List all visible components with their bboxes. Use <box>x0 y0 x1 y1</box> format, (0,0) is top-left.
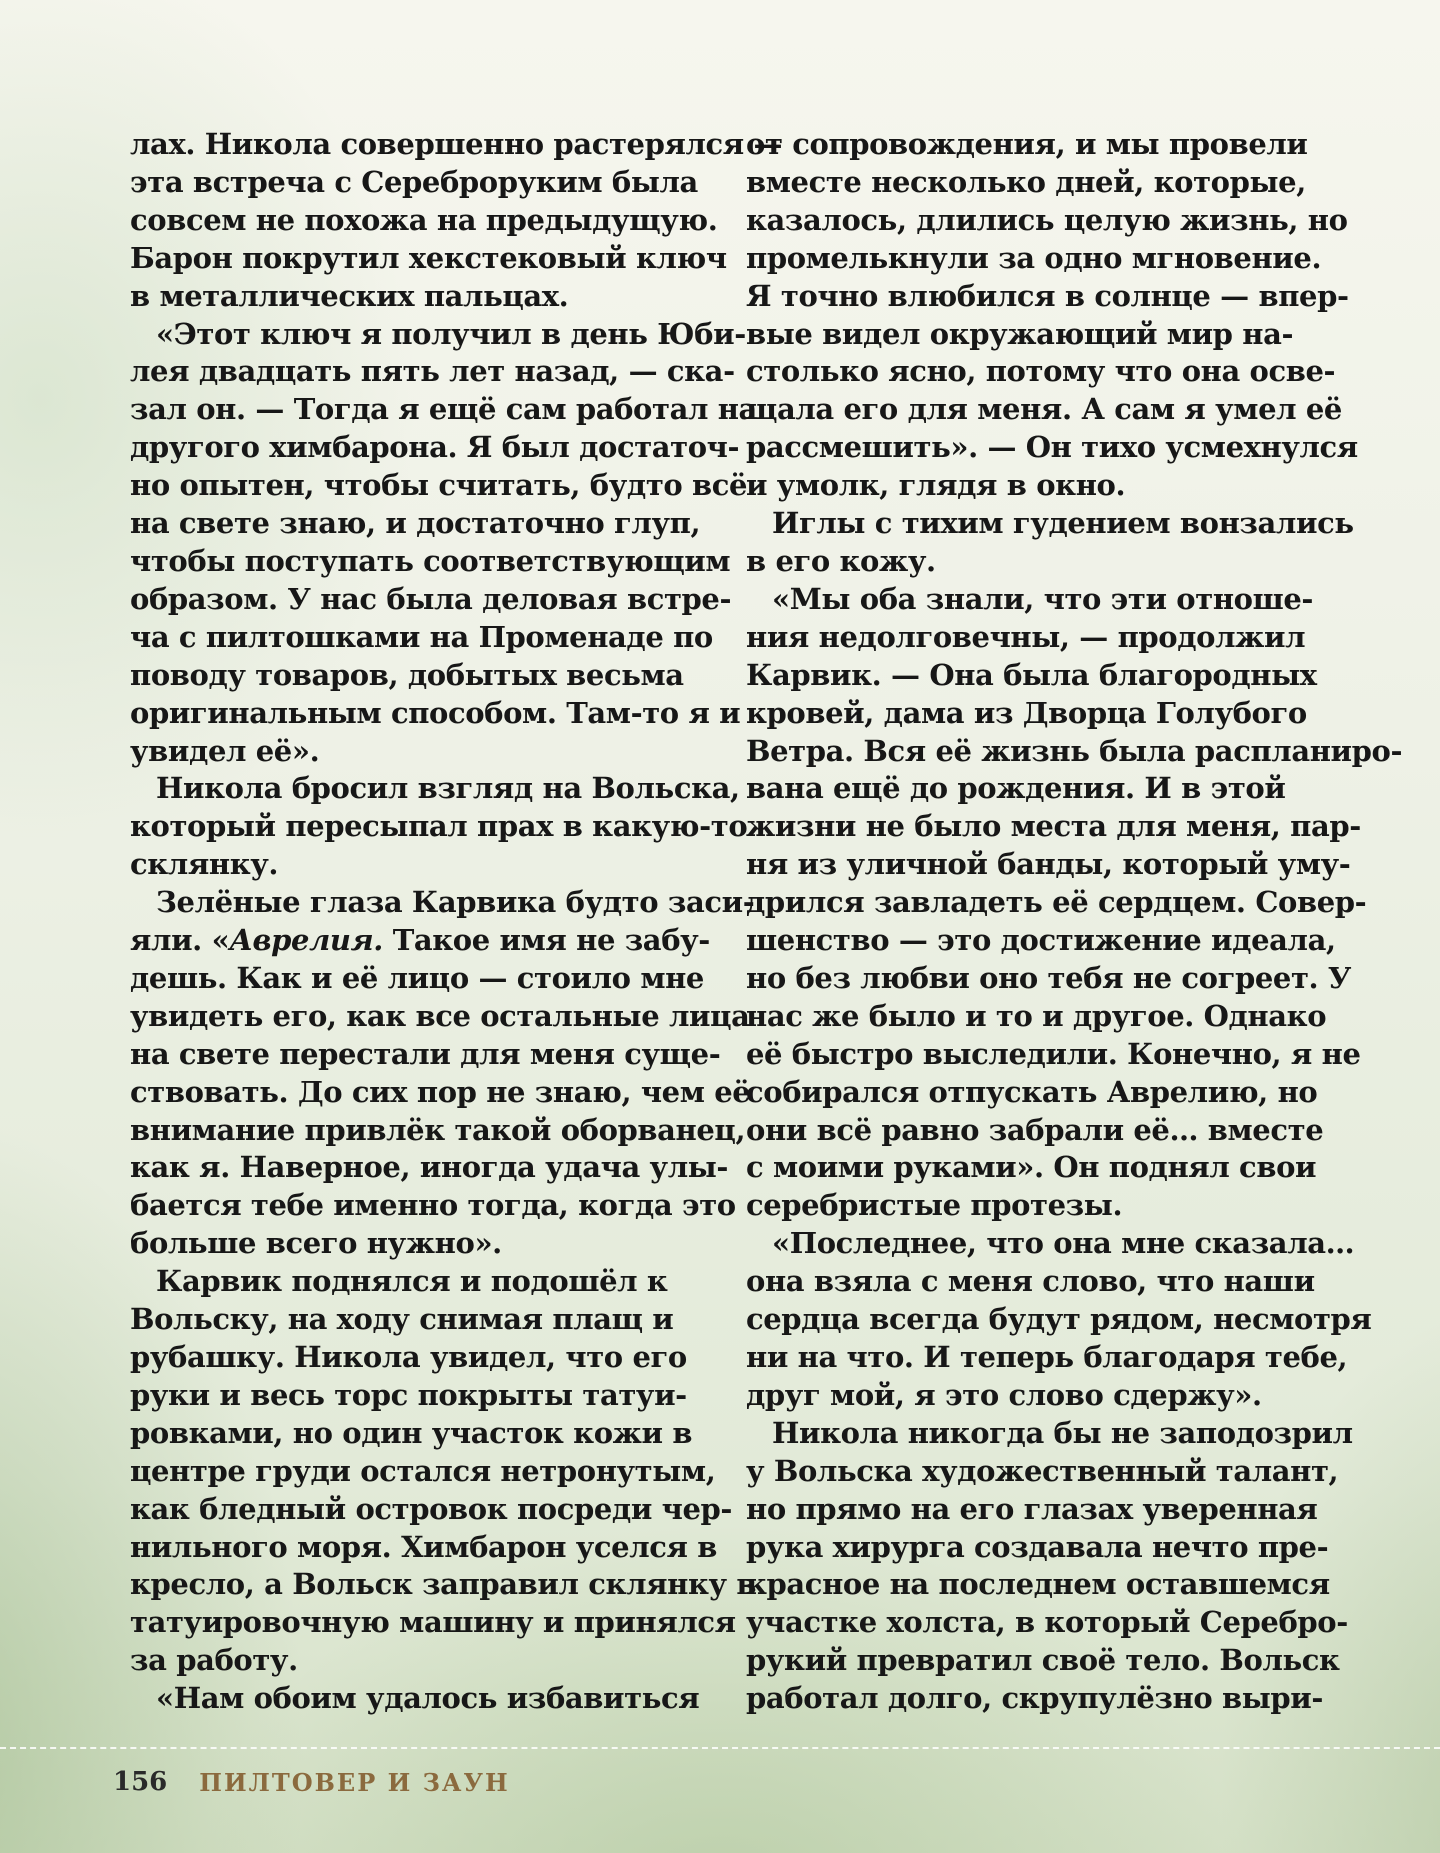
text-line: Карвик поднялся и подошёл к <box>156 1264 668 1299</box>
text-line: собирался отпускать Аврелию, но <box>746 1074 1318 1109</box>
text-line: татуировочную машину и принялся <box>130 1605 736 1640</box>
text-line: внимание привлёк такой оборванец, <box>130 1112 746 1147</box>
text-line: вана ещё до рождения. И в этой <box>746 771 1286 806</box>
text-line: красное на последнем оставшемся <box>746 1567 1330 1602</box>
text-line: на свете знаю, и достаточно глуп, <box>130 506 701 541</box>
text-line: центре груди остался нетронутым, <box>130 1453 716 1488</box>
text-line: щала его для меня. А сам я умел её <box>746 392 1342 427</box>
text-line: ни на что. И теперь благодаря тебе, <box>746 1340 1348 1374</box>
text-line: Иглы с тихим гудением вонзались <box>772 506 1354 541</box>
text-line: столько ясно, потому что она осве- <box>746 354 1336 389</box>
right-text-column <box>746 126 1403 1718</box>
text-line: «Последнее, что она мне сказала… <box>772 1226 1355 1261</box>
text-line: серебристые протезы. <box>746 1188 1123 1223</box>
text-line: другого химбарона. Я был достаточ- <box>130 430 740 465</box>
text-line: ровками, но один участок кожи в <box>130 1415 693 1450</box>
text-line: бается тебе именно тогда, когда это <box>130 1188 736 1223</box>
text-line: на свете перестали для меня суще- <box>130 1036 721 1071</box>
page-number: 156 <box>113 1767 168 1797</box>
text-line: кровей, дама из Дворца Голубого <box>746 695 1307 730</box>
text-line: нас же было и то и другое. Однако <box>746 998 1327 1033</box>
text-line: нильного моря. Химбарон уселся в <box>130 1529 717 1564</box>
text-line: она взяла с меня слово, что наши <box>746 1264 1315 1299</box>
text-line: дешь. Как и её лицо — стоило мне <box>130 960 704 995</box>
text-line: промелькнули за одно мгновение. <box>746 240 1322 275</box>
text-line: Вольску, на ходу снимая плащ и <box>130 1302 674 1337</box>
text-line: ствовать. До сих пор не знаю, чем её <box>130 1074 751 1109</box>
page-footer <box>113 1765 510 1799</box>
text-line: но без любви оно тебя не согреет. У <box>746 960 1352 995</box>
text-line: Карвик. — Она была благородных <box>746 657 1317 692</box>
text-line: у Вольска художественный талант, <box>746 1453 1339 1488</box>
text-line: как бледный островок посреди чер- <box>130 1491 733 1526</box>
text-line: ча с пилтошками на Променаде по <box>130 619 713 654</box>
text-line: эта встреча с Сереброруким была <box>130 164 698 199</box>
text-line: Никола никогда бы не заподозрил <box>772 1415 1353 1450</box>
text-line: и умолк, глядя в окно. <box>746 468 1126 503</box>
italic-name: Аврелия. <box>229 923 383 958</box>
left-text-column <box>130 126 783 1718</box>
text-line: Я точно влюбился в солнце — впер- <box>746 278 1349 313</box>
text-line: увидеть его, как все остальные лица <box>130 998 750 1033</box>
text-line: дрился завладеть её сердцем. Совер- <box>746 885 1367 920</box>
text-line: как я. Наверное, иногда удача улы- <box>130 1150 729 1185</box>
text-line: лея двадцать пять лет назад, — ска- <box>130 354 735 389</box>
text-line: в его кожу. <box>746 543 936 578</box>
text-line: Никола бросил взгляд на Вольска, <box>156 771 740 806</box>
running-title: ПИЛТОВЕР И ЗАУН <box>199 1767 510 1797</box>
text-fragment: Такое имя не забу- <box>383 923 710 958</box>
text-line: склянку. <box>130 847 279 882</box>
text-line: руки и весь торс покрыты татуи- <box>130 1377 687 1412</box>
text-line: Барон покрутил хекстековый ключ <box>130 240 727 275</box>
text-line: лах. Никола совершенно растерялся — <box>130 127 783 161</box>
text-line: друг мой, я это слово сдержу». <box>746 1377 1262 1412</box>
text-line: рубашку. Никола увидел, что его <box>130 1340 687 1374</box>
text-line: за работу. <box>130 1643 298 1678</box>
text-line: вместе несколько дней, которые, <box>746 164 1306 199</box>
text-line: с моими руками». Он поднял свои <box>746 1150 1317 1185</box>
text-line: её быстро выследили. Конечно, я не <box>746 1036 1361 1071</box>
text-line: ния недолговечны, — продолжил <box>746 619 1306 654</box>
text-line: в металлических пальцах. <box>130 278 569 313</box>
text-line <box>130 922 710 960</box>
text-line: ня из уличной банды, который уму- <box>746 847 1351 882</box>
text-line: Ветра. Вся её жизнь была распланиро- <box>746 733 1403 768</box>
text-line: они всё равно забрали её… вместе <box>746 1112 1324 1147</box>
text-line: зал он. — Тогда я ещё сам работал на <box>130 392 757 427</box>
text-line: «Этот ключ я получил в день Юби- <box>156 316 746 351</box>
text-line: вые видел окружающий мир на- <box>746 316 1294 351</box>
text-line: работал долго, скрупулёзно выри- <box>746 1681 1324 1716</box>
text-line: казалось, длились целую жизнь, но <box>746 202 1348 237</box>
text-line: образом. У нас была деловая встре- <box>130 581 732 616</box>
text-line: который пересыпал прах в какую-то <box>130 809 748 844</box>
text-line: сердца всегда будут рядом, несмотря <box>746 1302 1372 1337</box>
text-line: поводу товаров, добытых весьма <box>130 657 684 692</box>
text-line: но опытен, чтобы считать, будто всё <box>130 468 748 503</box>
text-line: рассмешить». — Он тихо усмехнулся <box>746 430 1358 465</box>
text-line: оригинальным способом. Там-то я и <box>130 695 741 730</box>
text-line: «Мы оба знали, что эти отноше- <box>772 581 1314 616</box>
text-line: больше всего нужно». <box>130 1226 502 1261</box>
text-line: от сопровождения, и мы провели <box>746 127 1308 161</box>
text-line: но прямо на его глазах уверенная <box>746 1491 1318 1526</box>
text-line: жизни не было места для меня, пар- <box>746 809 1361 844</box>
text-line: участке холста, в который Серебро- <box>746 1605 1348 1640</box>
text-line: увидел её». <box>130 733 320 768</box>
text-line: шенство — это достижение идеала, <box>746 923 1336 958</box>
text-line: рукий превратил своё тело. Вольск <box>746 1643 1340 1678</box>
text-line: кресло, а Вольск заправил склянку в <box>130 1567 757 1602</box>
text-line: «Нам обоим удалось избавиться <box>156 1681 700 1716</box>
footer-dashed-rule <box>0 1747 1440 1749</box>
text-fragment: яли. « <box>130 923 230 958</box>
text-line: совсем не похожа на предыдущую. <box>130 202 718 237</box>
text-line: Зелёные глаза Карвика будто заси- <box>156 885 755 920</box>
text-line: чтобы поступать соответствующим <box>130 543 731 578</box>
text-line: рука хирурга создавала нечто пре- <box>746 1529 1329 1564</box>
